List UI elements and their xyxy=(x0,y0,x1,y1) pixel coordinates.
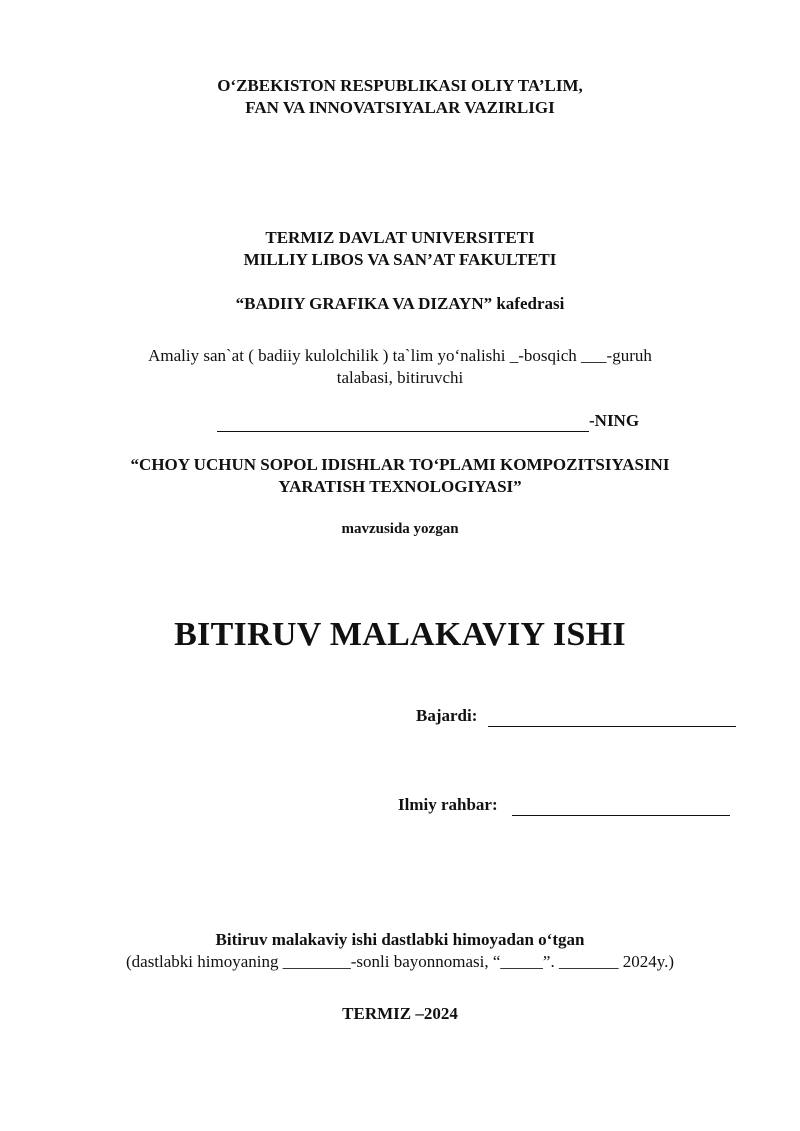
footer-city-year: TERMIZ –2024 xyxy=(342,1004,458,1023)
university-name: TERMIZ DAVLAT UNIVERSITETI xyxy=(265,228,535,247)
student-info-line-2: talabasi, bitiruvchi xyxy=(336,368,464,387)
faculty-name: MILLIY LIBOS VA SAN’AT FAKULTETI xyxy=(243,250,557,269)
document-title: BITIRUV MALAKAVIY ISHI xyxy=(174,616,626,653)
student-name-blank xyxy=(217,411,589,432)
ministry-line-2: FAN VA INNOVATSIYALAR VAZIRLIGI xyxy=(245,98,555,117)
topic-line-2: YARATISH TEXNOLOGIYASI” xyxy=(278,477,522,496)
performed-by-label: Bajardi: xyxy=(416,706,478,725)
topic-note: mavzusida yozgan xyxy=(341,521,459,537)
advisor-label: Ilmiy rahbar: xyxy=(398,795,498,814)
advisor-blank xyxy=(512,795,730,816)
topic-line-1: “CHOY UCHUN SOPOL IDISHLAR TO‘PLAMI KOMPOZITSIYASINI xyxy=(130,455,670,474)
ministry-line-1: O‘ZBEKISTON RESPUBLIKASI OLIY TA’LIM, xyxy=(217,76,583,95)
advisor-row xyxy=(398,795,730,816)
defense-line-2: (dastlabki himoyaning ________-sonli bayonnomasi, “_____”. _______ 2024y.) xyxy=(125,952,675,971)
defense-line-1: Bitiruv malakaviy ishi dastlabki himoyadan o‘tgan xyxy=(215,930,585,949)
performed-by-row xyxy=(416,706,736,727)
name-suffix: -NING xyxy=(589,411,640,430)
student-info-line-1: Amaliy san`at ( badiiy kulolchilik ) ta`lim yo‘nalishi _-bosqich ___-guruh xyxy=(148,346,652,365)
student-name-row xyxy=(217,411,639,432)
performed-by-blank xyxy=(488,706,736,727)
department-name: “BADIIY GRAFIKA VA DIZAYN” kafedrasi xyxy=(235,294,565,313)
